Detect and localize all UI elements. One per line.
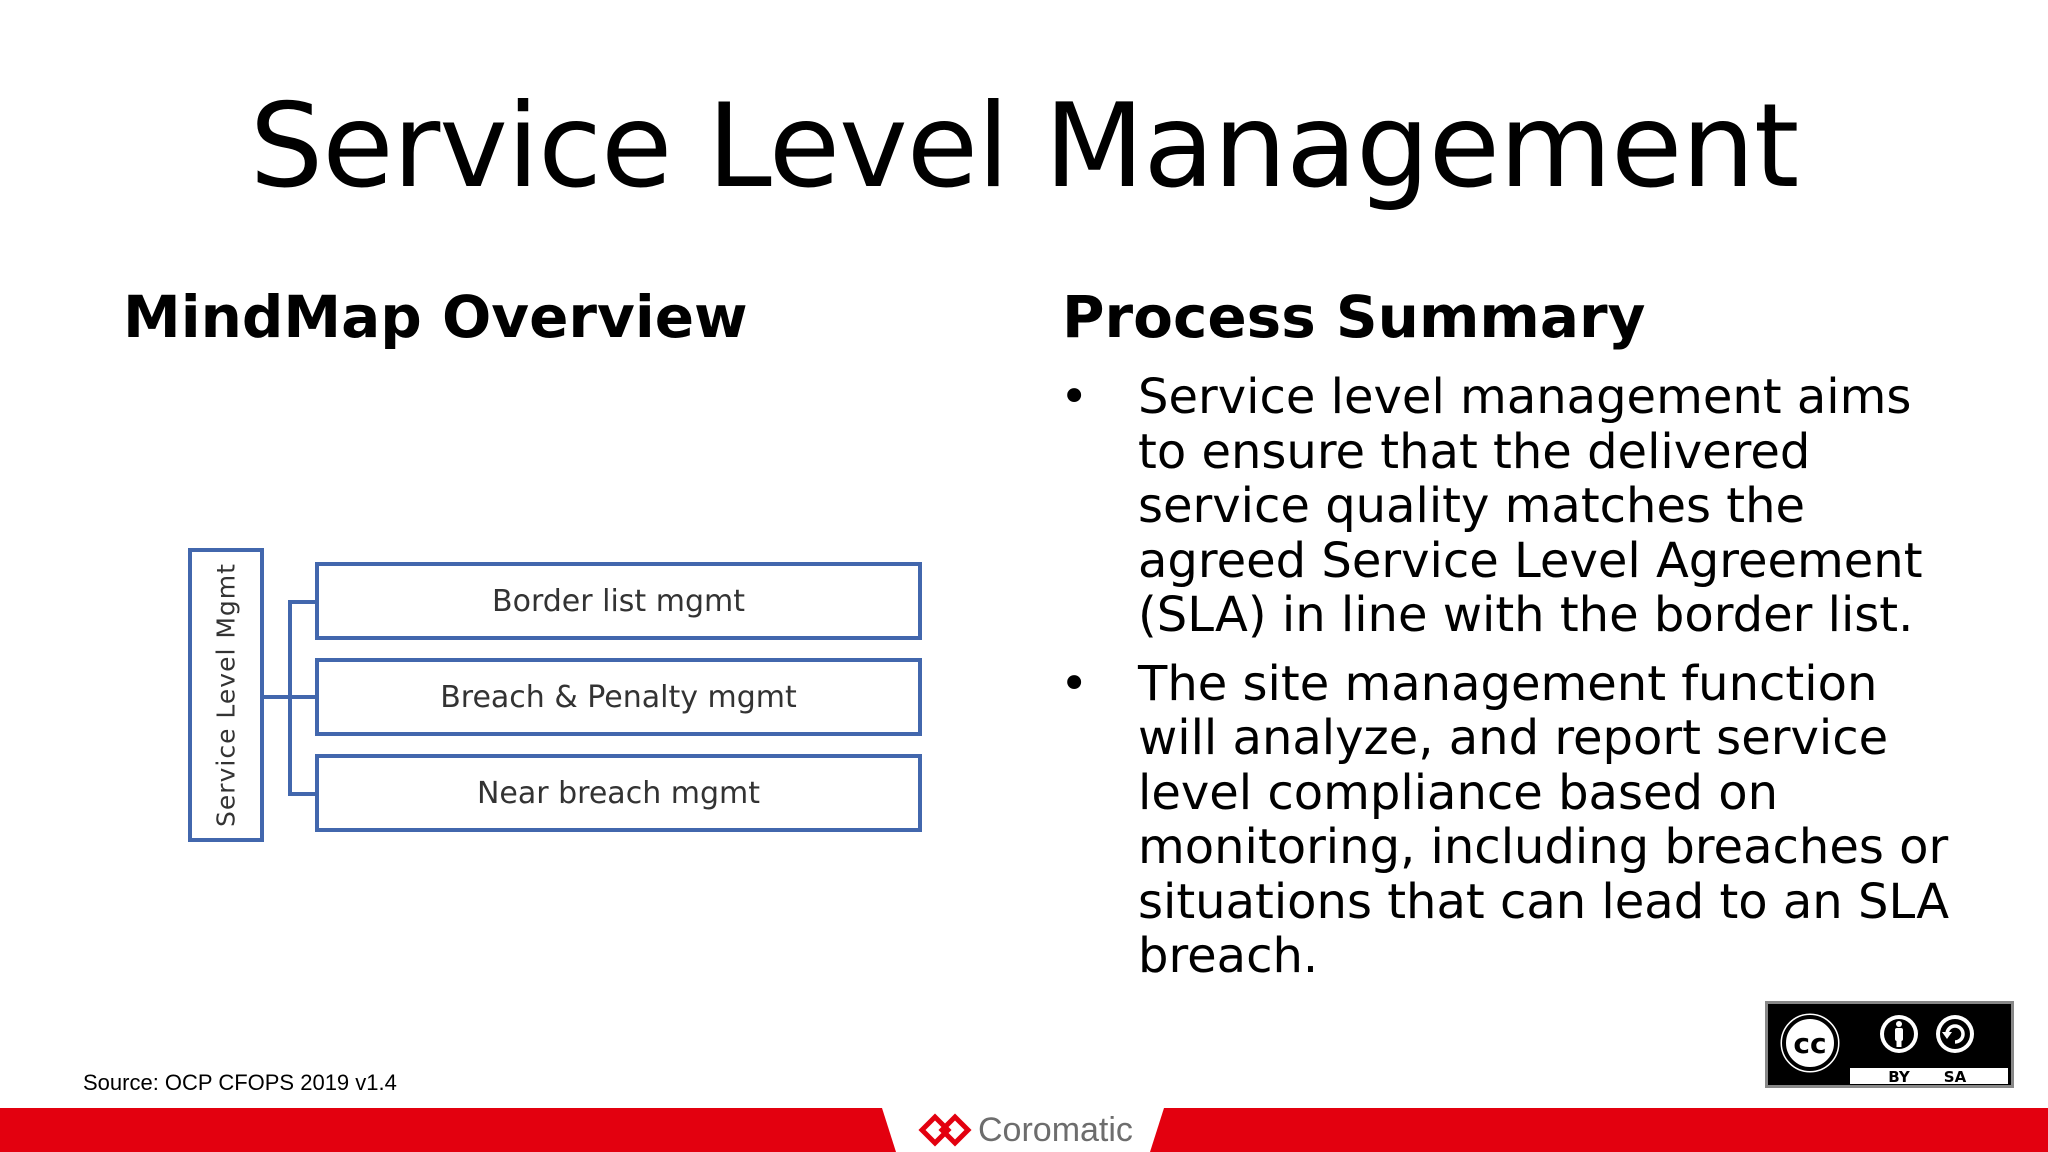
mindmap-branch-breach-penalty: Breach & Penalty mgmt [315, 658, 922, 736]
brand-name: Coromatic [978, 1110, 1133, 1149]
by-label: BY [1888, 1068, 1910, 1085]
mindmap-branch-border-list: Border list mgmt [315, 562, 922, 640]
summary-bullet-1 [1060, 370, 1960, 643]
mindmap-heading: MindMap Overview [123, 283, 748, 351]
mindmap-root-label: Service Level Mgmt [211, 563, 241, 827]
summary-bullet-text: The site management function will analyze, and report service level compliance based on monitoring, including breaches or situations that can lead to an SLA breach. [1138, 655, 1950, 984]
connector-branch-1 [288, 600, 315, 604]
mindmap-branch-near-breach: Near breach mgmt [315, 754, 922, 832]
coromatic-logo [918, 1108, 1133, 1152]
process-summary-heading: Process Summary [1062, 283, 1646, 351]
cc-license-graphic [1768, 1004, 2011, 1085]
summary-bullet-text: Service level management aims to ensure that the delivered service quality matches the agreed Service Level Agreement (SLA) in line with the border list. [1138, 369, 1923, 643]
sa-label: SA [1943, 1068, 1967, 1085]
cc-letters: cc [1793, 1027, 1827, 1060]
bullet-marker: • [1060, 655, 1089, 712]
mindmap-root-box [188, 548, 264, 842]
source-citation: Source: OCP CFOPS 2019 v1.4 [83, 1070, 397, 1095]
connector-branch-3 [288, 792, 315, 796]
bullet-marker: • [1060, 369, 1089, 425]
coromatic-logo-icon [918, 1113, 972, 1147]
cc-by-sa-badge [1765, 1001, 2014, 1088]
process-summary-list [1060, 370, 1960, 998]
summary-bullet-2 [1060, 657, 1960, 984]
mindmap-diagram [150, 520, 950, 870]
by-person-icon [1896, 1021, 1902, 1027]
connector-branch-2 [288, 695, 315, 699]
slide-title: Service Level Management [249, 79, 1799, 214]
